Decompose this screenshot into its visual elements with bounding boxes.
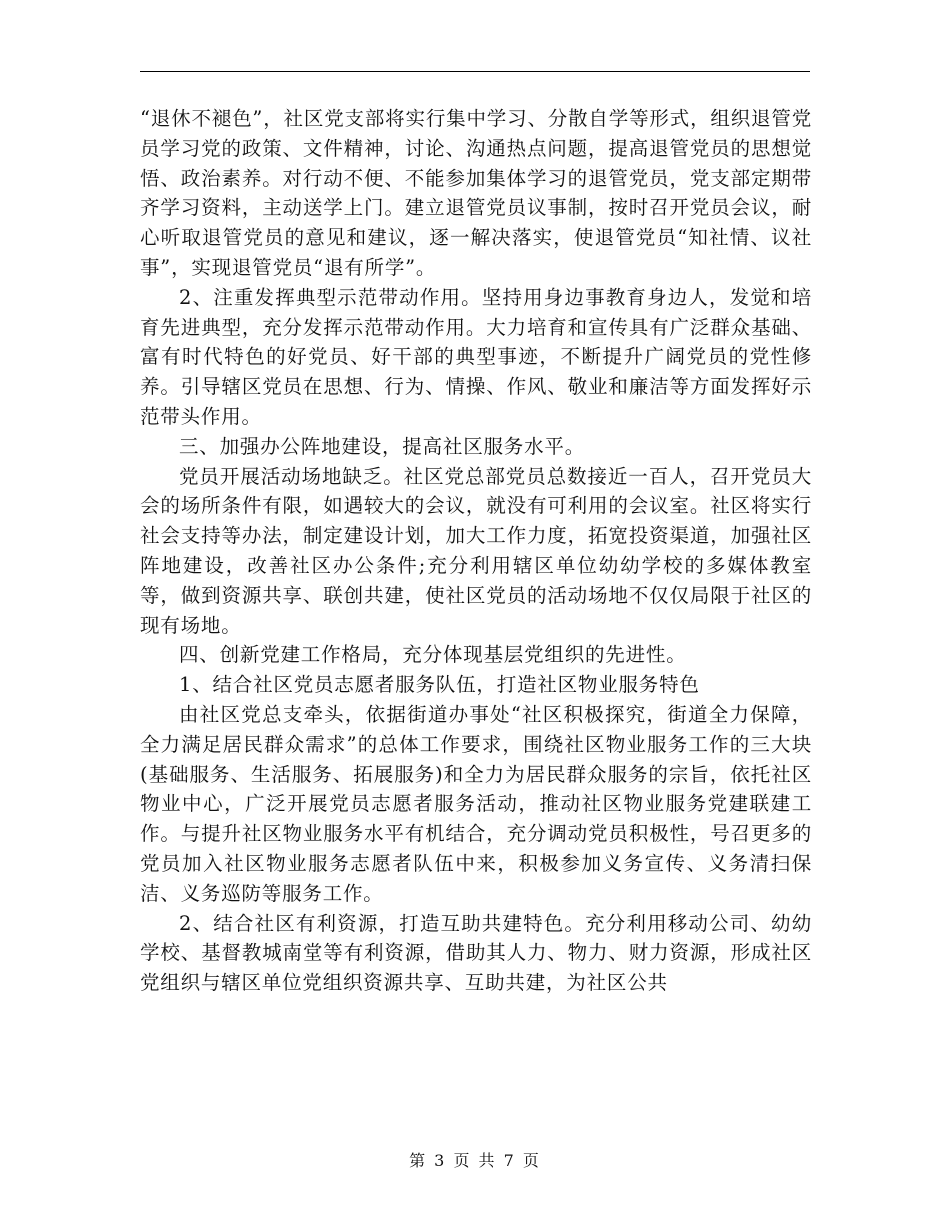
paragraph: 2、注重发挥典型示范带动作用。坚持用身边事教育身边人，发觉和培育先进典型，充分发挥示范带动作用。大力培育和宣传具有广泛群众基础、富有时代特色的好党员、好干部的典型事迹，不断提升广阔党员的党性修养。引导辖区党员在思想、行为、情操、作风、敬业和廉洁等方面发挥好示范带头作用。 <box>140 285 812 428</box>
paragraph: 四、创新党建工作格局，充分体现基层党组织的先进性。 <box>179 643 687 667</box>
document-body <box>140 104 812 998</box>
paragraph: 由社区党总支牵头，依据街道办事处“社区积极探究，街道全力保障，全力满足居民群众需求”的总体工作要求，围绕社区物业服务工作的三大块(基础服务、生活服务、拓展服务)和全力为居民群众服务的宗旨，依托社区物业中心，广泛开展党员志愿者服务活动，推动社区物业服务党建联建工作。与提升社区物业服务水平有机结合，充分调动党员积极性，号召更多的党员加入社区物业服务志愿者队伍中来，积极参加义务宣传、义务清扫保洁、义务巡防等服务工作。 <box>140 702 812 905</box>
page-footer: 第 3 页 共 7 页 <box>409 1151 541 1170</box>
header-rule <box>140 71 810 72</box>
paragraph: 党员开展活动场地缺乏。社区党总部党员总数接近一百人，召开党员大会的场所条件有限，如遇较大的会议，就没有可利用的会议室。社区将实行社会支持等办法，制定建设计划，加大工作力度，拓宽投资渠道，加强社区阵地建设，改善社区办公条件;充分利用辖区单位幼幼学校的多媒体教室等，做到资源共享、联创共建，使社区党员的活动场地不仅仅局限于社区的现有场地。 <box>140 464 812 637</box>
paragraph: 2、结合社区有利资源，打造互助共建特色。充分利用移动公司、幼幼学校、基督教城南堂等有利资源，借助其人力、物力、财力资源，形成社区党组织与辖区单位党组织资源共享、互助共建，为社区公共 <box>140 911 812 995</box>
paragraph: “退休不褪色”，社区党支部将实行集中学习、分散自学等形式，组织退管党员学习党的政策、文件精神，讨论、沟通热点问题，提高退管党员的思想觉悟、政治素养。对行动不便、不能参加集体学习的退管党员，党支部定期带齐学习资料，主动送学上门。建立退管党员议事制，按时召开党员会议，耐心听取退管党员的意见和建议，逐一解决落实，使退管党员“知社情、议社事”，实现退管党员“退有所学”。 <box>140 107 812 279</box>
paragraph: 三、加强办公阵地建设，提高社区服务水平。 <box>179 434 586 458</box>
paragraph: 1、结合社区党员志愿者服务队伍，打造社区物业服务特色 <box>179 673 700 697</box>
